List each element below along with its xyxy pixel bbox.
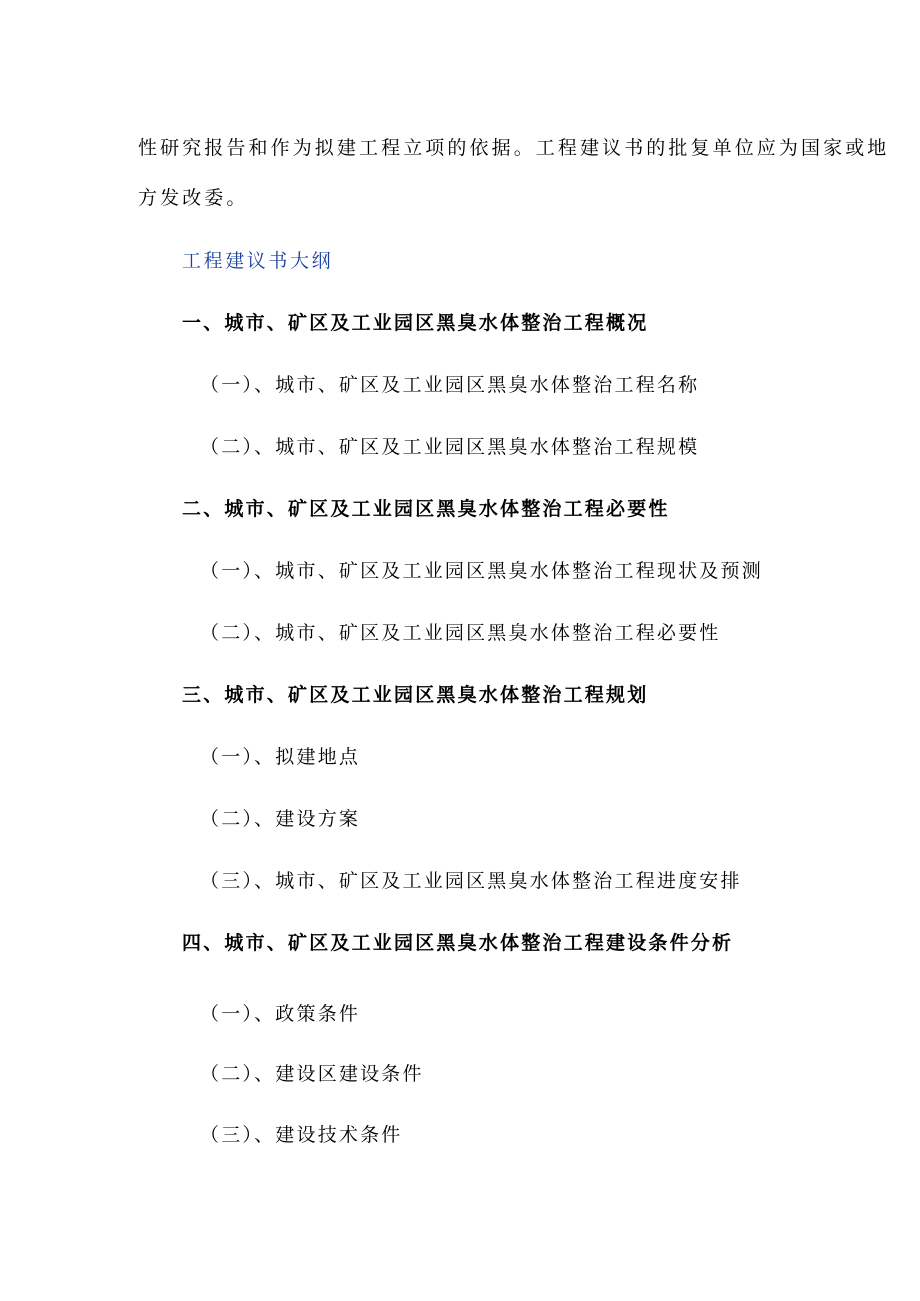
section-4-item-1: （一）、政策条件	[200, 1003, 361, 1025]
section-2-item-1: （一）、城市、矿区及工业园区黑臭水体整治工程现状及预测	[200, 560, 763, 582]
section-4-item-3: （三）、建设技术条件	[200, 1124, 403, 1146]
intro-paragraph-line-2: 方发改委。	[138, 187, 249, 209]
outline-title: 工程建议书大纲	[182, 250, 334, 272]
section-3-item-3: （三）、城市、矿区及工业园区黑臭水体整治工程进度安排	[200, 870, 742, 892]
section-3-item-2: （二）、建设方案	[200, 808, 361, 830]
section-heading-2: 二、城市、矿区及工业园区黑臭水体整治工程必要性	[182, 498, 670, 520]
section-3-item-1: （一）、拟建地点	[200, 746, 361, 768]
intro-paragraph-line-1: 性研究报告和作为拟建工程立项的依据。工程建议书的批复单位应为国家或地	[138, 137, 890, 159]
section-heading-4: 四、城市、矿区及工业园区黑臭水体整治工程建设条件分析	[182, 932, 734, 954]
section-1-item-1: （一）、城市、矿区及工业园区黑臭水体整治工程名称	[200, 374, 700, 396]
section-1-item-2: （二）、城市、矿区及工业园区黑臭水体整治工程规模	[200, 436, 700, 458]
section-4-item-2: （二）、建设区建设条件	[200, 1063, 424, 1085]
section-heading-3: 三、城市、矿区及工业园区黑臭水体整治工程规划	[182, 684, 649, 706]
section-2-item-2: （二）、城市、矿区及工业园区黑臭水体整治工程必要性	[200, 622, 721, 644]
section-heading-1: 一、城市、矿区及工业园区黑臭水体整治工程概况	[182, 312, 649, 334]
